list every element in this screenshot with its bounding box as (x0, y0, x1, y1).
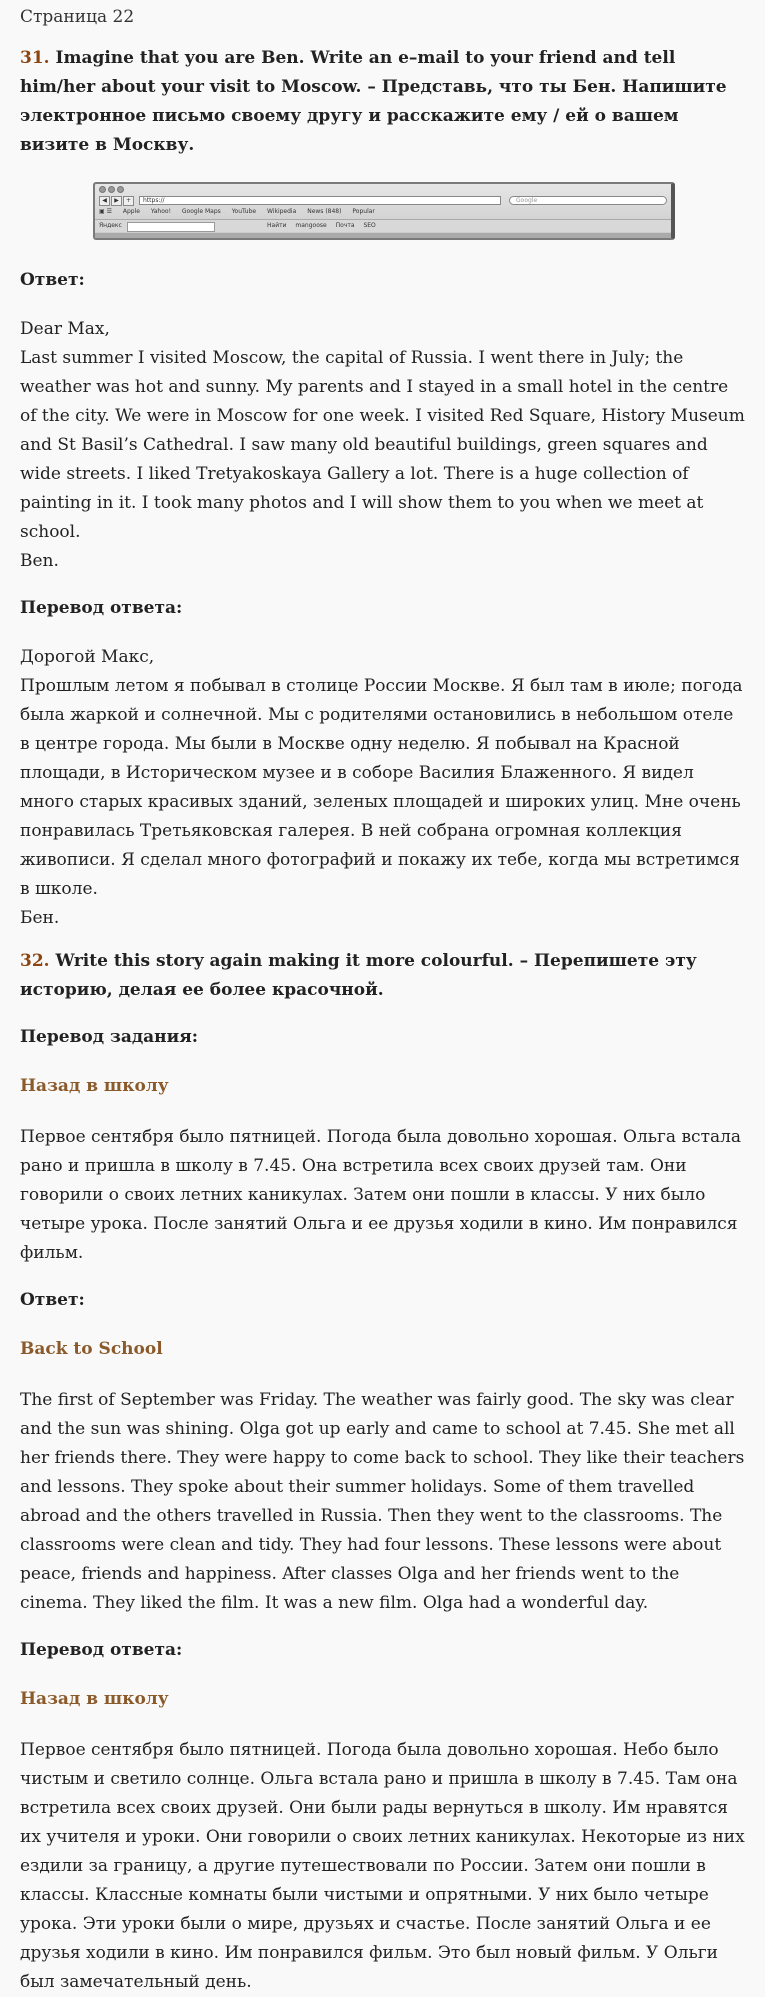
toolbar-items (267, 222, 383, 230)
story-en-text: The first of September was Friday. The weather was fairly good. The sky was clear and the sun was shining. Olga got up early and came to school at 7.45. She met all her friends there. They were happy to come back to school. They like their teachers and lessons. They spoke about their summer holidays. Some of them travelled abroad and the others travelled in Russia. Then they went to the classrooms. The classrooms were clean and tidy. They had four lessons. These lessons were about peace, friends and happiness. After classes Olga and her friends went to the cinema. They liked the film. It was a new film. Olga had a wonderful day. (20, 1390, 745, 1613)
bookmark-item: News (848) (307, 208, 342, 215)
story-2-ru-text: Первое сентября было пятницей. Погода была довольно хорошая. Небо было чистым и светило солнце. Ольга встала рано и пришла в школу в 7.45. Там она встретила всех своих друзей. Они были рады вернуться в школу. Им нравятся их учителя и уроки. Они говорили о своих летних каникулах. Некоторые из них ездили за границу, а другие путешествовали по России. Затем они пошли в классы. Классные комнаты были чистыми и опрятными. У них было четыре урока. Эти уроки были о мире, друзьях и счастье. После занятий Ольга и ее друзья ходили в кино. Им понравился фильм. Это был новый фильм. У Ольги был замечательный день. (20, 1740, 745, 1992)
answer-2-label: Ответ: (20, 1290, 85, 1310)
toolbar-item: Почта (335, 222, 355, 229)
letter-english (20, 315, 745, 576)
letter-ru-greeting: Дорогой Макс, (20, 647, 155, 667)
nav-buttons (99, 196, 135, 206)
story-en-title: Back to School (20, 1339, 163, 1359)
back-arrow-icon: ◀ (99, 196, 110, 206)
window-controls-icon (99, 186, 126, 196)
browser-screenshot-image (93, 182, 675, 240)
letter-ru-signature: Бен. (20, 908, 60, 928)
toolbar-item: SEO (363, 222, 376, 229)
letter-en-body: Last summer I visited Moscow, the capital of Russia. I went there in July; the weather was hot and sunny. My parents and I stayed in a small hotel in the centre of the city. We were in Moscow for one week. I visited Red Square, History Museum and St Basil’s Cathedral. I saw many old beautiful buildings, green squares and wide streets. I liked Tretyakoskaya Gallery a lot. There is a huge collection of painting in it. I took many photos and I will show them to you when we meet at school. (20, 348, 745, 542)
translation-2-label: Перевод ответа: (20, 1640, 183, 1660)
bookmark-item: YouTube (231, 208, 257, 215)
toolbar-input (127, 222, 215, 232)
task-31-number: 31. (20, 48, 50, 68)
toolbar-item: Найти (267, 222, 287, 229)
search-field: Google (509, 196, 667, 205)
page-number-label: Страница 22 (20, 7, 135, 27)
task-32-heading (20, 947, 745, 1005)
story-ru-text: Первое сентября было пятницей. Погода была довольно хорошая. Ольга встала рано и пришла в школу в 7.45. Она встретила всех своих друзей там. Они говорили о своих летних каникулах. Затем они пошли в классы. У них было четыре урока. После занятий Ольга и ее друзья ходили в кино. Им понравился фильм. (20, 1127, 742, 1263)
bookmarks-bar (99, 208, 664, 216)
letter-en-signature: Ben. (20, 551, 59, 571)
toolbar-label: Яндекс (99, 222, 122, 229)
bookmark-item: Yahoo! (150, 208, 171, 215)
letter-russian (20, 643, 745, 933)
answer-label: Ответ: (20, 270, 85, 290)
bookmarks-icon: ▣ ☰ (99, 208, 112, 215)
bookmark-item: Popular (352, 208, 375, 215)
bookmark-item: Apple (122, 208, 140, 215)
task-translation-label: Перевод задания: (20, 1027, 199, 1047)
task-32-text: Write this story again making it more colourful. – Перепишете эту историю, делая ее более красочной. (20, 951, 697, 1000)
yandex-toolbar (95, 219, 671, 232)
task-31-heading (20, 44, 745, 160)
translation-label: Перевод ответа: (20, 598, 183, 618)
letter-en-greeting: Dear Max, (20, 319, 110, 339)
bookmark-item: Google Maps (181, 208, 221, 215)
story-2-ru-title: Назад в школу (20, 1689, 169, 1709)
bookmark-item: Wikipedia (267, 208, 297, 215)
plus-icon: + (123, 196, 134, 206)
task-31-text: Imagine that you are Ben. Write an e–mail to your friend and tell him/her about your visit to Moscow. – Представь, что ты Бен. Напишите электронное письмо своему другу и расскажите ему / ей о вашем визите в Москву. (20, 48, 727, 155)
toolbar-item: mangoose (295, 222, 327, 229)
address-bar: https:// (139, 196, 501, 205)
image-bottom-edge (95, 233, 671, 238)
story-ru-title: Назад в школу (20, 1076, 169, 1096)
forward-arrow-icon: ▶ (111, 196, 122, 206)
task-32-number: 32. (20, 951, 50, 971)
letter-ru-body: Прошлым летом я побывал в столице России Москве. Я был там в июле; погода была жаркой и солнечной. Мы с родителями остановились в небольшом отеле в центре города. Мы были в Москве одну неделю. Я побывал на Красной площади, в Историческом музее и в соборе Василия Блаженного. Я видел много старых красивых зданий, зеленых площадей и широких улиц. Мне очень понравилась Третьяковская галерея. В ней собрана огромная коллекция живописи. Я сделал много фотографий и покажу их тебе, когда мы встретимся в школе. (20, 676, 743, 899)
